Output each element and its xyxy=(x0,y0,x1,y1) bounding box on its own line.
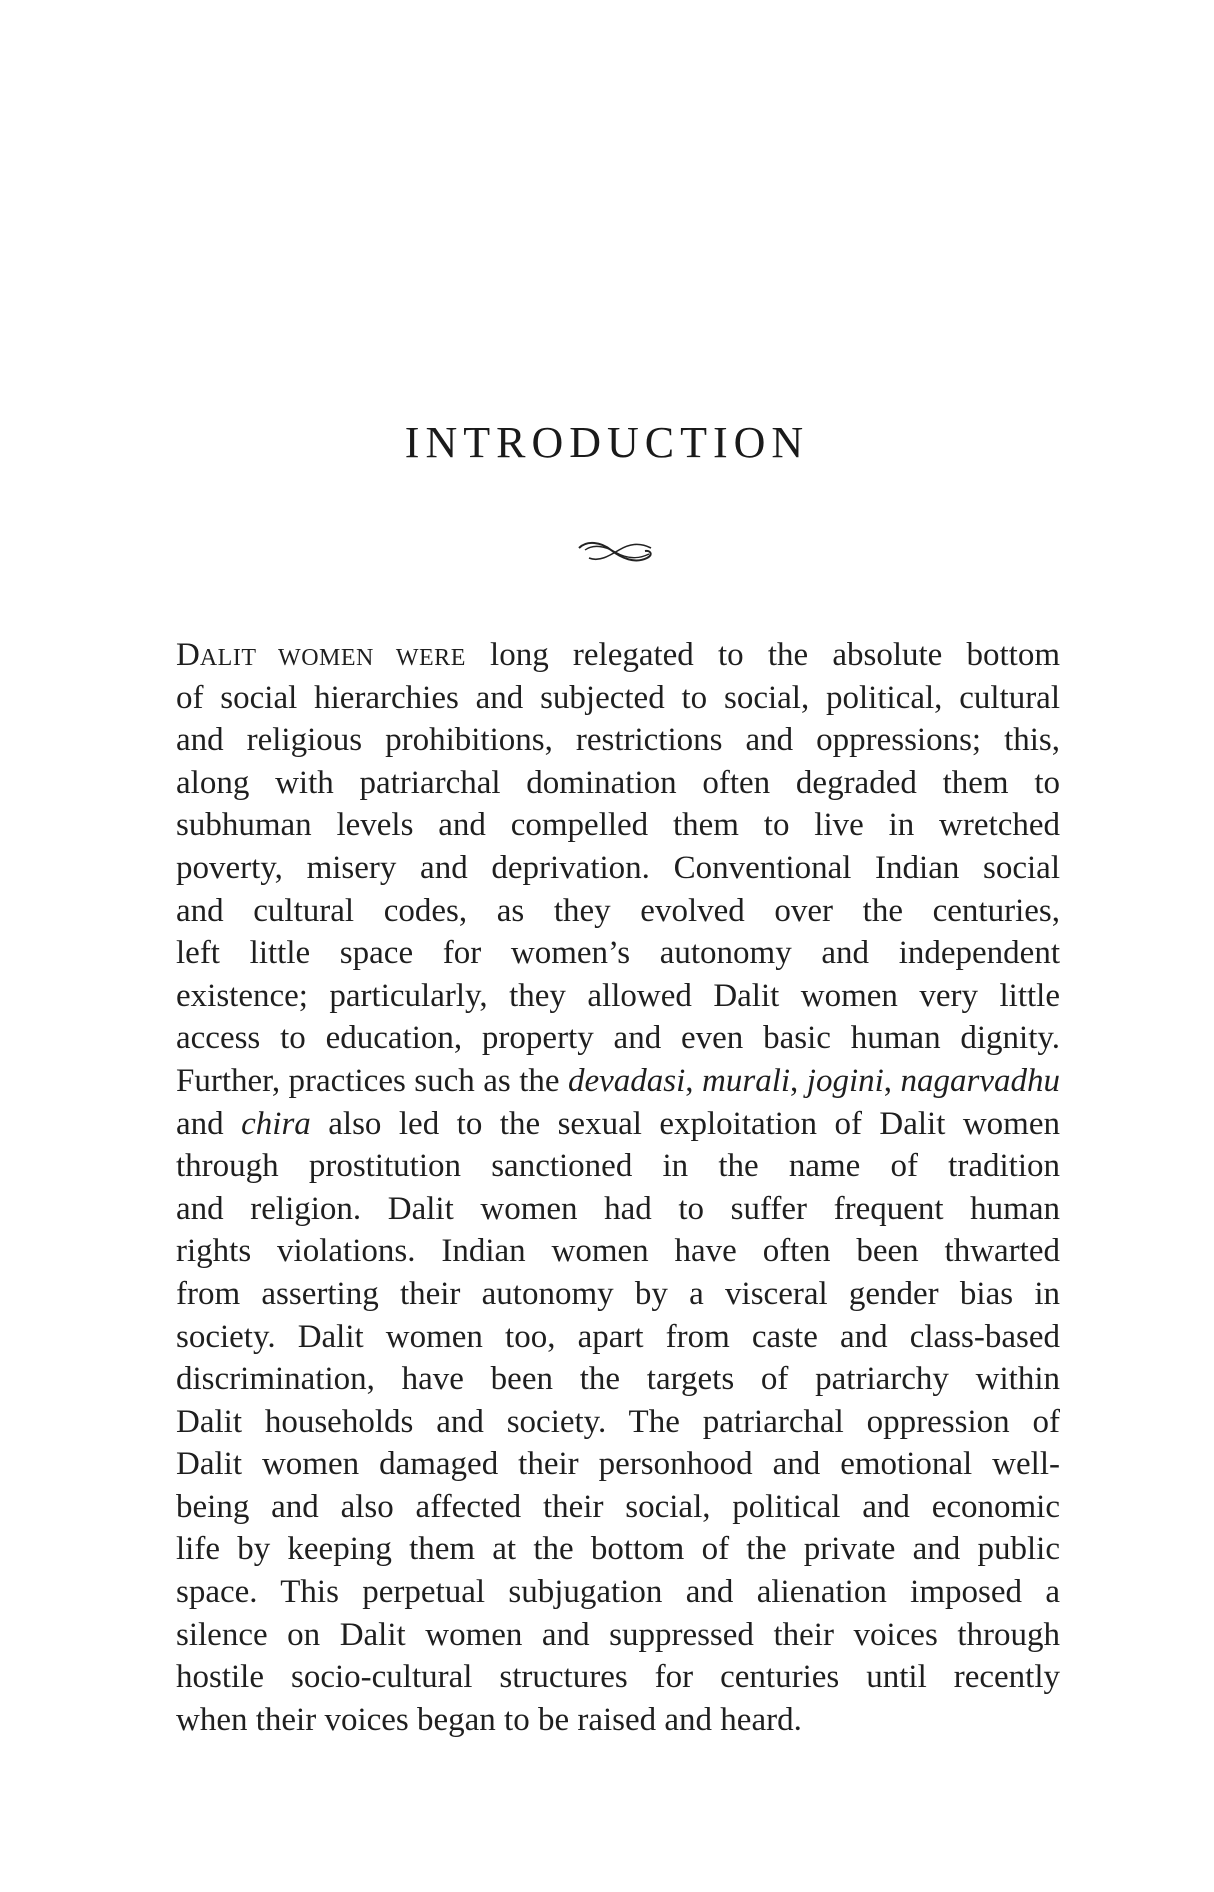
text-line: Dalit women damaged their personhood and emotional well- xyxy=(176,1446,1060,1483)
text-fragment: , xyxy=(883,1062,901,1099)
lead-smallcaps: ALIT WOMEN WERE xyxy=(199,645,466,671)
chapter-title: INTRODUCTION xyxy=(404,418,810,467)
text-line: being and also affected their social, political and economic xyxy=(176,1488,1060,1525)
text-line xyxy=(176,1103,1060,1146)
text-line: and religious prohibitions, restrictions and oppressions; this, xyxy=(176,722,1060,759)
flourish-ornament-icon xyxy=(575,538,655,566)
text-line: when their voices began to be raised and heard. xyxy=(176,1701,802,1738)
text-line: rights violations. Indian women have often been thwarted xyxy=(176,1233,1060,1270)
text-line: along with patriarchal domination often degraded them to xyxy=(176,764,1060,801)
intro-paragraph xyxy=(176,634,1060,1741)
italic-term: chira xyxy=(241,1105,311,1142)
text-fragment: and xyxy=(176,1105,242,1142)
text-line: through prostitution sanctioned in the name of tradition xyxy=(176,1148,1060,1185)
text-line: left little space for women’s autonomy and independent xyxy=(176,935,1060,972)
text-fragment: , xyxy=(790,1062,807,1099)
text-line: society. Dalit women too, apart from caste and class-based xyxy=(176,1318,1060,1355)
text-line: access to education, property and even basic human dignity. xyxy=(176,1020,1060,1057)
text-line xyxy=(176,634,1060,677)
text-line: of social hierarchies and subjected to social, political, cultural xyxy=(176,679,1060,716)
text-line: from asserting their autonomy by a visceral gender bias in xyxy=(176,1275,1060,1312)
text-line: discrimination, have been the targets of patriarchy within xyxy=(176,1361,1060,1398)
text-line: existence; particularly, they allowed Dalit women very little xyxy=(176,977,1060,1014)
text-fragment: , xyxy=(685,1062,703,1099)
lead-initial: D xyxy=(176,637,200,673)
italic-term: nagarvadhu xyxy=(900,1062,1061,1099)
text-line xyxy=(176,1060,1060,1103)
italic-term: murali xyxy=(702,1062,791,1099)
italic-term: devadasi xyxy=(567,1062,686,1099)
text-line: Dalit households and society. The patriarchal oppression of xyxy=(176,1403,1060,1440)
text-fragment: also led to the sexual exploitation of Dalit women xyxy=(310,1105,1060,1142)
text-line: and religion. Dalit women had to suffer frequent human xyxy=(176,1190,1060,1227)
text-line: silence on Dalit women and suppressed their voices through xyxy=(176,1616,1060,1653)
text-line: subhuman levels and compelled them to live in wretched xyxy=(176,807,1060,844)
text-line: hostile socio-cultural structures for centuries until recently xyxy=(176,1659,1060,1696)
text-fragment: Further, practices such as the xyxy=(176,1062,568,1099)
text-fragment: long relegated to the absolute bottom xyxy=(465,637,1061,673)
text-line: life by keeping them at the bottom of the private and public xyxy=(176,1531,1060,1568)
italic-term: jogini xyxy=(806,1062,884,1099)
text-line: and cultural codes, as they evolved over the centuries, xyxy=(176,892,1060,929)
text-line: space. This perpetual subjugation and alienation imposed a xyxy=(176,1574,1060,1611)
text-line: poverty, misery and deprivation. Conventional Indian social xyxy=(176,849,1060,886)
